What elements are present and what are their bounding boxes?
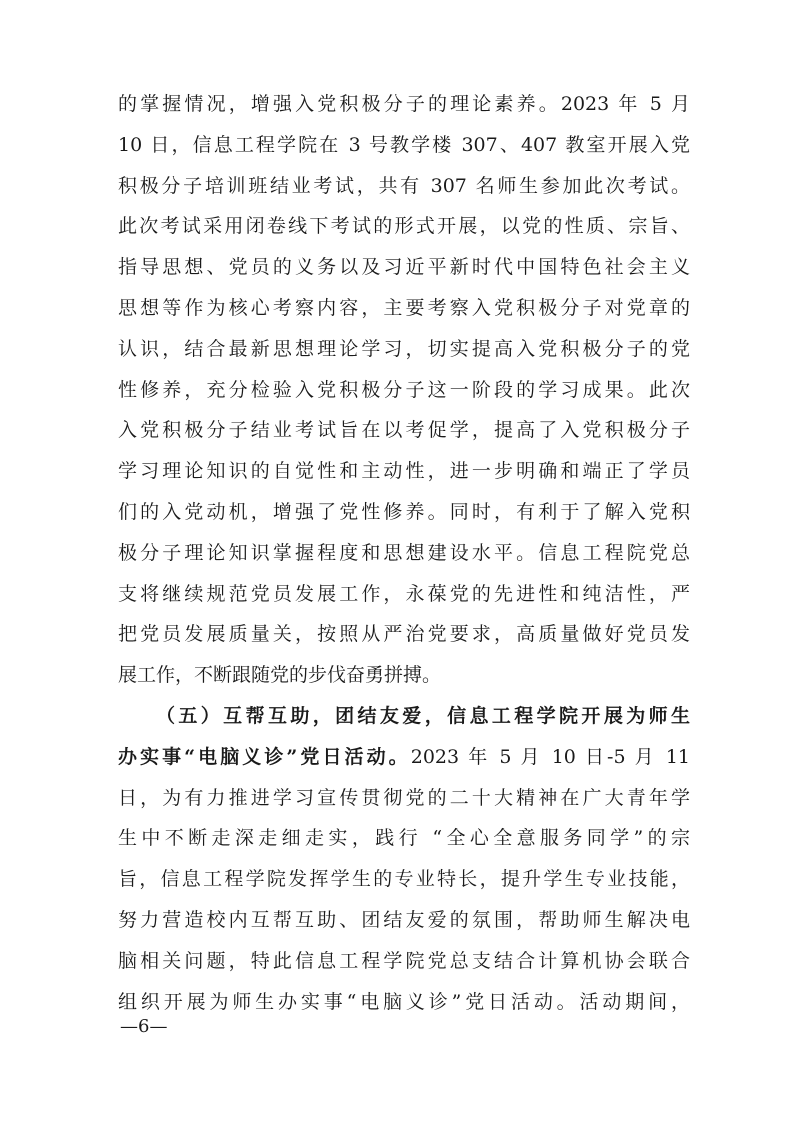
section-heading-continued: 办实事“电脑义诊”党日活动。 — [118, 745, 411, 768]
text-line: 的掌握情况，增强入党积极分子的理论素养。2023 年 5 月 — [118, 93, 690, 115]
text-line: 指导思想、党员的义务以及习近平新时代中国特色社会主义 — [118, 256, 690, 279]
text-line: 此次考试采用闭卷线下考试的形式开展，以党的性质、宗旨、 — [118, 215, 690, 238]
paragraph-exam — [118, 84, 690, 696]
section-heading: （五）互帮互助，团结友爱，信息工程学院开展为师生 — [156, 704, 690, 727]
text-line: 日，为有力推进学习宣传贯彻党的二十大精神在广大青年学 — [118, 786, 690, 809]
text-line: 10 日，信息工程学院在 3 号教学楼 307、407 教室开展入党 — [118, 133, 690, 156]
text-line: 入党积极分子结业考试旨在以考促学，提高了入党积极分子 — [118, 419, 690, 442]
text-line: 脑相关问题，特此信息工程学院党总支结合计算机协会联合 — [118, 949, 690, 972]
text-line: 支将继续规范党员发展工作，永葆党的先进性和纯洁性，严 — [118, 582, 690, 605]
body-text — [118, 84, 690, 1022]
text-line: 思想等作为核心考察内容，主要考察入党积极分子对党章的 — [118, 296, 690, 319]
section-five — [118, 696, 690, 1022]
text-line: 极分子理论知识掌握程度和思想建设水平。信息工程院党总 — [118, 541, 690, 564]
text-line: 旨，信息工程学院发挥学生的专业特长，提升学生专业技能， — [118, 868, 690, 891]
text-line: 生中不断走深走细走实，践行 “全心全意服务同学”的宗 — [118, 827, 690, 850]
text-line: 努力营造校内互帮互助、团结友爱的氛围，帮助师生解决电 — [118, 908, 690, 931]
text-line: 认识，结合最新思想理论学习，切实提高入党积极分子的党 — [118, 337, 690, 360]
text-line: 组织开展为师生办实事“电脑义诊”党日活动。活动期间， — [118, 990, 690, 1013]
page-number: —6— — [120, 1016, 168, 1037]
text-line: 展工作，不断跟随党的步伐奋勇拼搏。 — [118, 664, 442, 687]
text-line — [118, 737, 690, 778]
text-line: 积极分子培训班结业考试，共有 307 名师生参加此次考试。 — [118, 174, 690, 197]
date-range-text: 2023 年 5 月 10 日-5 月 11 — [410, 745, 690, 768]
text-line: 学习理论知识的自觉性和主动性，进一步明确和端正了学员 — [118, 460, 690, 483]
text-line: 把党员发展质量关，按照从严治党要求，高质量做好党员发 — [118, 623, 690, 646]
text-line: 们的入党动机，增强了党性修养。同时，有利于了解入党积 — [118, 500, 690, 523]
text-line: 性修养，充分检验入党积极分子这一阶段的学习成果。此次 — [118, 378, 690, 401]
